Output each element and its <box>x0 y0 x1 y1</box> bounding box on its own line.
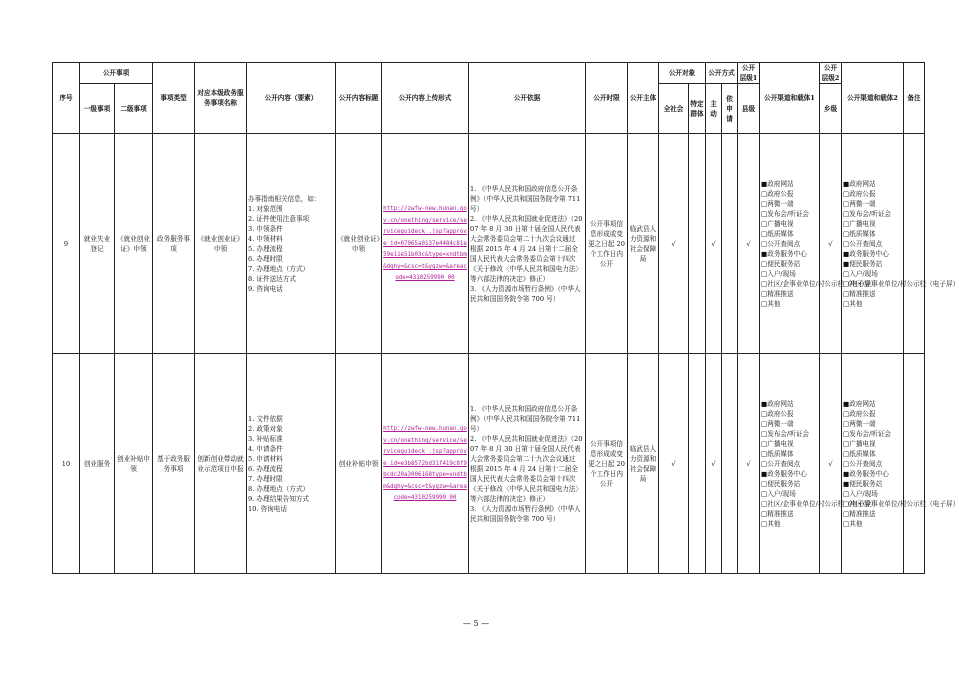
list-line: □公开查阅点 <box>761 459 801 468</box>
cell-mode-active: √ <box>706 354 722 574</box>
cell-mode-request <box>722 134 738 354</box>
cell-remark <box>904 354 925 574</box>
header-service-name: 对应本级政务服务事项名称 <box>195 63 247 134</box>
list-line: □入户/现场 <box>843 489 878 498</box>
list-line: □广播电视 <box>843 439 876 448</box>
list-line: □广播电视 <box>761 219 794 228</box>
cell-subject: 临武县人力资源和社会保障局 <box>628 134 659 354</box>
cell-channel1 <box>760 134 878 354</box>
service-guide-link[interactable]: http://zwfw-new.hunan.gov.cn/onething/service/serviceguideck_.jsp?approve_id=07965a0137e4484c81e59e11e51b03c&type=xndtbm&dghy=&csc=t&ygzw=&areacode=4310259990 00 <box>383 206 467 282</box>
list-line: 1. 《中华人民共和国政府信息公开条例》（中华人民共和国国务院令第 711 号） <box>470 184 581 213</box>
header-channel2: 公开渠道和载体2 <box>842 63 904 134</box>
list-line: □精准推送 <box>843 509 876 518</box>
list-line: □精准推送 <box>761 509 794 518</box>
list-line: □其他 <box>843 299 863 308</box>
list-line: 办事指南相关信息，如： <box>248 194 321 203</box>
list-line: □纸质媒体 <box>761 449 794 458</box>
list-line: □纸质媒体 <box>843 449 876 458</box>
list-line: □广播电视 <box>761 439 794 448</box>
cell-mode-request <box>722 354 738 574</box>
cell-item-type: 政务服务事项 <box>153 134 195 354</box>
list-line: ■政府网站 <box>843 399 876 408</box>
cell-basis <box>469 134 586 354</box>
cell-channel1 <box>760 354 878 574</box>
service-guide-link[interactable]: http://zwfw-new.hunan.gov.cn/onething/service/serviceguideck_.jsp?approve_id=e3b8572bd31f419c8f9bcdc20a3006168type=xndtbm&dghy=&csc=t&ygzw=&areacode=4310259990 00 <box>383 426 467 502</box>
list-line: □公开查阅点 <box>761 239 801 248</box>
cell-item-type: 基于政务服务事项 <box>153 354 195 574</box>
list-line: □纸质媒体 <box>843 229 876 238</box>
cell-remark <box>904 134 925 354</box>
header-tier2: 公开层级2 <box>820 63 842 84</box>
cell-service-name: 《就业创业证》申领 <box>195 134 247 354</box>
cell-seq: 9 <box>53 134 80 354</box>
cell-subject: 临武县人力资源和社会保障局 <box>628 354 659 574</box>
cell-target-all: √ <box>659 354 689 574</box>
header-remark: 备注 <box>904 63 925 134</box>
list-line: □政府公报 <box>761 409 794 418</box>
list-line: □社区/企事业单位/村公示栏（电子屏） <box>843 499 959 508</box>
list-line: 5. 办理流程 <box>248 244 283 253</box>
list-line: □广播电视 <box>843 219 876 228</box>
cell-time-limit: 公开事项信息形成或变更之日起 20 个工作日内公开 <box>586 134 628 354</box>
cell-tier2: √ <box>820 134 842 354</box>
cell-level2: 创业补贴申领 <box>115 354 153 574</box>
list-line: 8. 证件送达方式 <box>248 274 296 283</box>
list-line: 2. 政策对象 <box>248 424 283 433</box>
header-tier1: 公开层级1 <box>738 63 760 84</box>
list-line: □政府公报 <box>843 189 876 198</box>
list-line: 8. 办理地点（方式） <box>248 484 310 493</box>
list-line: 9. 咨询电话 <box>248 284 283 293</box>
cell-level1: 就业失业登记 <box>80 134 115 354</box>
list-line: □入户/现场 <box>843 269 878 278</box>
header-content-title: 公开内容标题 <box>336 63 382 134</box>
cell-channel2 <box>842 134 959 354</box>
list-line: □社区/企事业单位/村公示栏（电子屏） <box>761 499 878 508</box>
header-target-all: 全社会 <box>659 84 689 134</box>
cell-seq: 10 <box>53 354 80 574</box>
list-line: 6. 办理流程 <box>248 464 283 473</box>
cell-content <box>247 134 336 354</box>
list-line: 1. 《中华人民共和国政府信息公开条例》（中华人民共和国国务院令第 711 号） <box>470 404 581 433</box>
header-channel1: 公开渠道和载体1 <box>760 63 820 134</box>
header-time-limit: 公开时限 <box>586 63 628 134</box>
cell-tier1: √ <box>738 134 760 354</box>
list-line: 1. 文件依据 <box>248 414 283 423</box>
list-line: □政府公报 <box>761 189 794 198</box>
header-tier1-county: 县级 <box>738 84 760 134</box>
cell-content-title: 创业补贴申领 <box>336 354 382 574</box>
list-line: □入户/现场 <box>761 269 796 278</box>
list-line: □其他 <box>761 519 781 528</box>
list-line: □发布会/听证会 <box>761 209 810 218</box>
list-line: 3. 申领条件 <box>248 224 283 233</box>
list-line: ■政府网站 <box>761 179 794 188</box>
cell-content-title: 《就业创业证》申领 <box>336 134 382 354</box>
list-line: □两微一端 <box>843 419 876 428</box>
header-mode-request: 依申请 <box>722 84 738 134</box>
list-line: ■政务服务中心 <box>761 249 807 258</box>
page-number: — 5 — <box>462 619 490 628</box>
table-row <box>53 354 925 574</box>
list-line: 3. 《人力资源市场暂行条例》（中华人民共和国国务院令第 700 号） <box>470 284 581 303</box>
header-row-top <box>53 63 925 84</box>
cell-target-specific <box>689 134 706 354</box>
header-content: 公开内容（要素） <box>247 63 336 134</box>
cell-content <box>247 354 336 574</box>
list-line: 5. 申请材料 <box>248 454 283 463</box>
header-target: 公开对象 <box>659 63 706 84</box>
list-line: 1. 对象范围 <box>248 204 283 213</box>
list-line: □便民服务站 <box>761 479 801 488</box>
cell-level2: 《就业创业证》申领 <box>115 134 153 354</box>
list-line: 4. 申领材料 <box>248 234 283 243</box>
list-line: ■政务服务中心 <box>761 469 807 478</box>
list-line: 2. 《中华人民共和国就业促进法》（2007 年 8 月 30 日第十届全国人民代表大会常务委员会第二十九次会议通过 根据 2015 年 4 月 24 日第十二届全国人民代表大会常务委员会第十四次《关于修改〈中华人民共和国电力法〉等六部法律的决定》修正） <box>470 214 583 283</box>
list-line: □精准推送 <box>761 289 794 298</box>
list-line: □发布会/听证会 <box>843 429 892 438</box>
cell-upload-form <box>382 354 469 574</box>
list-line: ■便民服务站 <box>843 259 883 268</box>
list-line: □入户/现场 <box>761 489 796 498</box>
list-line: □社区/企事业单位/村公示栏（电子屏） <box>761 279 878 288</box>
cell-level1: 创业服务 <box>80 354 115 574</box>
header-public-item: 公开事项 <box>80 63 153 84</box>
list-line: 4. 申请条件 <box>248 444 283 453</box>
cell-target-specific <box>689 354 706 574</box>
list-line: 3. 补贴标准 <box>248 434 283 443</box>
list-line: ■政务服务中心 <box>843 249 889 258</box>
header-seq: 序号 <box>53 63 80 134</box>
header-upload-form: 公开内容上传形式 <box>382 63 469 134</box>
list-line: ■政务服务中心 <box>843 469 889 478</box>
list-line: 10. 咨询电话 <box>248 504 287 513</box>
list-line: □发布会/听证会 <box>761 429 810 438</box>
cell-upload-form <box>382 134 469 354</box>
list-line: 2. 《中华人民共和国就业促进法》（2007 年 8 月 30 日第十届全国人民代表大会常务委员会第二十九次会议通过 根据 2015 年 4 月 24 日第十二届全国人民代表大会常务委员会第十四次《关于修改〈中华人民共和国电力法〉等六部法律的决定》修正） <box>470 434 583 503</box>
cell-mode-active: √ <box>706 134 722 354</box>
cell-tier1: √ <box>738 354 760 574</box>
list-line: ■便民服务站 <box>843 479 883 488</box>
header-level1: 一级事项 <box>80 84 115 134</box>
cell-target-all: √ <box>659 134 689 354</box>
cell-tier2: √ <box>820 354 842 574</box>
list-line: 3. 《人力资源市场暂行条例》（中华人民共和国国务院令第 700 号） <box>470 504 581 523</box>
list-line: □两微一端 <box>761 419 794 428</box>
table-row <box>53 134 925 354</box>
cell-basis <box>469 354 586 574</box>
cell-time-limit: 公开事项信息形成或变更之日起 20 个工作日内公开 <box>586 354 628 574</box>
list-line: □发布会/听证会 <box>843 209 892 218</box>
list-line: □纸质媒体 <box>761 229 794 238</box>
cell-service-name: 创新创业带动就业示范项目申报 <box>195 354 247 574</box>
header-subject: 公开主体 <box>628 63 659 134</box>
list-line: □其他 <box>761 299 781 308</box>
header-level2: 二级事项 <box>115 84 153 134</box>
list-line: □其他 <box>843 519 863 528</box>
list-line: 9. 办理结果告知方式 <box>248 494 310 503</box>
list-line: □两微一端 <box>843 199 876 208</box>
header-tier2-town: 乡级 <box>820 84 842 134</box>
header-mode: 公开方式 <box>706 63 738 84</box>
header-target-specific: 特定群体 <box>689 84 706 134</box>
header-mode-active: 主动 <box>706 84 722 134</box>
list-line: □社区/企事业单位/村公示栏（电子屏） <box>843 279 959 288</box>
list-line: ■政府网站 <box>761 399 794 408</box>
list-line: □两微一端 <box>761 199 794 208</box>
list-line: 6. 办理时限 <box>248 254 283 263</box>
list-line: □公开查阅点 <box>843 459 883 468</box>
list-line: □精准推送 <box>843 289 876 298</box>
list-line: □便民服务站 <box>761 259 801 268</box>
list-line: □政府公报 <box>843 409 876 418</box>
list-line: 7. 办理时限 <box>248 474 283 483</box>
list-line: 2. 证件使用注意事项 <box>248 214 310 223</box>
header-basis: 公开依据 <box>469 63 586 134</box>
cell-channel2 <box>842 354 959 574</box>
list-line: 7. 办理地点（方式） <box>248 264 310 273</box>
disclosure-table <box>52 62 959 574</box>
list-line: □公开查阅点 <box>843 239 883 248</box>
list-line: ■政府网站 <box>843 179 876 188</box>
header-item-type: 事项类型 <box>153 63 195 134</box>
